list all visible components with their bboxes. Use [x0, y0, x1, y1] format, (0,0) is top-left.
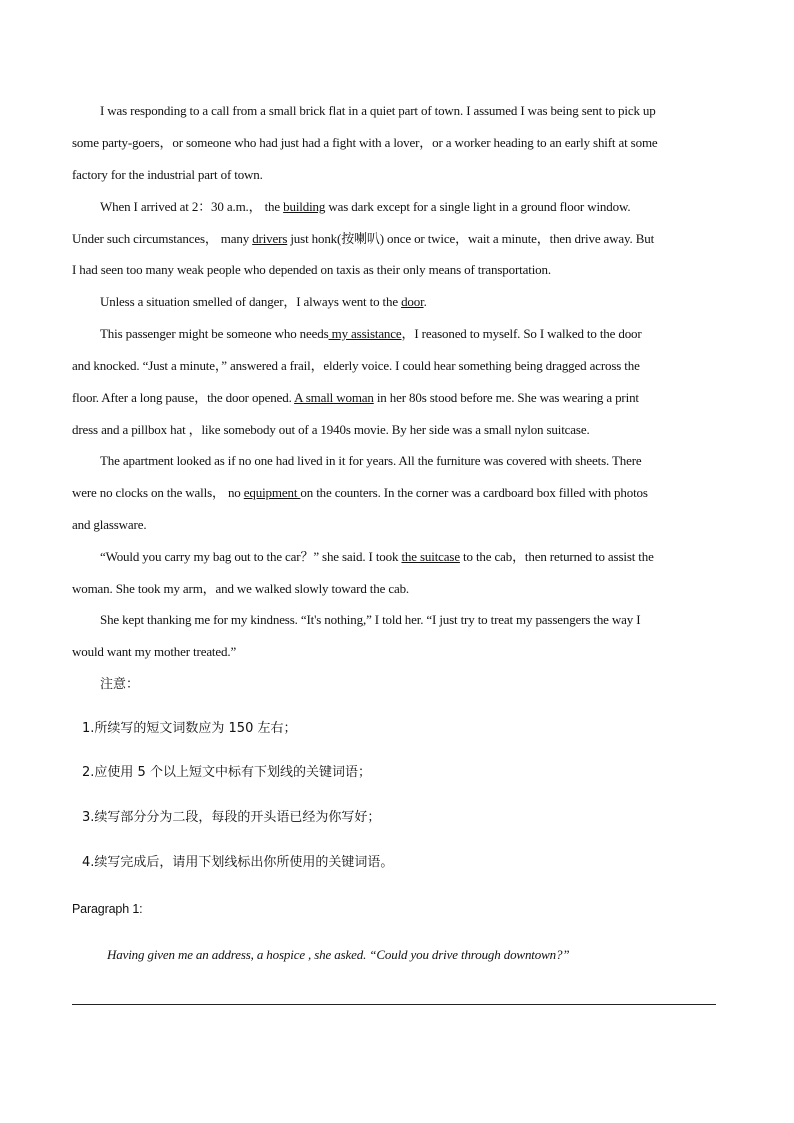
story-line: dress and a pillbox hat ，like somebody out of a 1940s movie. By her side was a small nylon suitcase.: [72, 422, 590, 437]
story-line: [72, 390, 722, 406]
note-item: 4.续写完成后，请用下划线标出你所使用的关键词语。: [82, 855, 394, 870]
text-run: When I arrived at 2：30 a.m.， the: [100, 199, 284, 214]
text-run: floor. After a long pause，the door opened.: [72, 390, 295, 405]
story-line: [100, 199, 722, 215]
keyword-door: door: [401, 294, 424, 309]
story-line: The apartment looked as if no one had lived in it for years. All the furniture was covered with sheets. There: [100, 453, 642, 468]
keyword-building: building: [283, 199, 326, 214]
story-line: and glassware.: [72, 517, 147, 532]
paragraph-label: Paragraph 1:: [72, 902, 143, 916]
story-line: some party-goers，or someone who had just had a fight with a lover，or a worker heading to an early shift at some: [72, 135, 658, 150]
note-item: 2.应使用 5 个以上短文中标有下划线的关键词语；: [82, 765, 371, 780]
text-run: Unless a situation smelled of danger，I always went to the: [100, 294, 402, 309]
text-run: was dark except for a single light in a ground floor window.: [325, 199, 631, 214]
keyword-the-suitcase: the suitcase: [401, 549, 460, 564]
writing-line[interactable]: [72, 1004, 716, 1005]
keyword-equipment: equipment: [243, 485, 301, 500]
story-line: [100, 294, 722, 310]
note-item: 1.所续写的短文词数应为 150 左右；: [82, 721, 297, 736]
story-line: [72, 485, 722, 501]
text-run: in her 80s stood before me. She was wearing a print: [373, 390, 639, 405]
note-item: 3.续写部分分为二段，每段的开头语已经为你写好；: [82, 810, 381, 825]
story-line: factory for the industrial part of town.: [72, 167, 263, 182]
text-run: to the cab，then returned to assist the: [459, 549, 654, 564]
text-run: were no clocks on the walls， no: [72, 485, 244, 500]
text-run: Under such circumstances， many: [72, 231, 253, 246]
keyword-my-assistance: my assistance: [328, 326, 402, 341]
keyword-a-small-woman: A small woman: [294, 390, 374, 405]
story-line: I was responding to a call from a small brick flat in a quiet part of town. I assumed I was being sent to pick up: [100, 103, 656, 118]
story-line: [100, 326, 722, 342]
story-line: I had seen too many weak people who depended on taxis as their only means of transportation.: [72, 262, 551, 277]
story-line: [72, 231, 722, 247]
story-line: and knocked. “Just a minute，” answered a frail，elderly voice. I could hear something being dragged across the: [72, 358, 640, 373]
story-line: She kept thanking me for my kindness. “It's nothing,” I told her. “I just try to treat my passengers the way I: [100, 612, 641, 627]
text-run: just honk(按喇叭) once or twice，wait a minute，then drive away. But: [287, 231, 655, 246]
story-line: woman. She took my arm，and we walked slowly toward the cab.: [72, 581, 410, 596]
paragraph-opening: Having given me an address, a hospice , she asked. “Could you drive through downtown?”: [107, 947, 570, 962]
keyword-drivers: drivers: [252, 231, 288, 246]
text-run: on the counters. In the corner was a cardboard box filled with photos: [300, 485, 648, 500]
story-line: [100, 549, 722, 565]
text-run: .: [423, 294, 427, 309]
notes-heading: 注意：: [100, 677, 140, 692]
story-line: would want my mother treated.”: [72, 644, 237, 659]
text-run: “Would you carry my bag out to the car？” she said. I took: [100, 549, 402, 564]
text-run: ，I reasoned to myself. So I walked to the door: [401, 326, 642, 341]
text-run: This passenger might be someone who needs: [100, 326, 329, 341]
